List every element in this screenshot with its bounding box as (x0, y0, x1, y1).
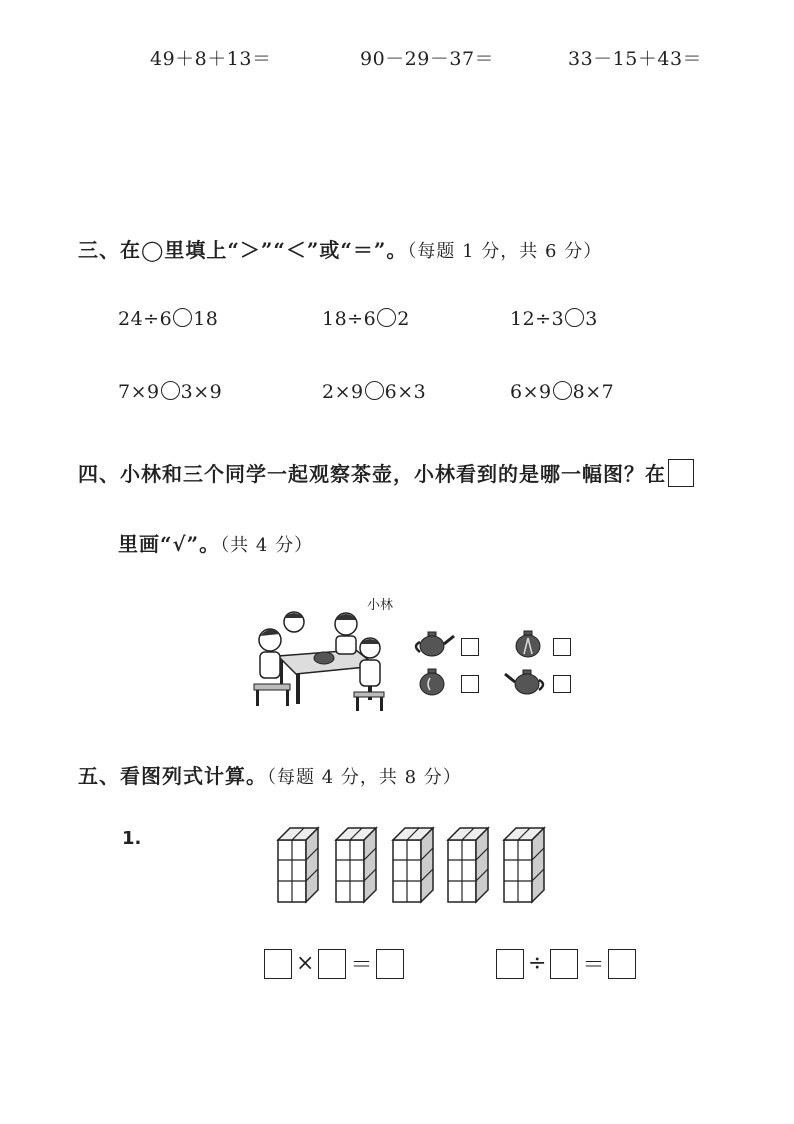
multiply-sign: × (296, 951, 315, 976)
answer-circle[interactable] (365, 381, 384, 400)
answer-box-3[interactable] (461, 675, 479, 693)
answer-box-4[interactable] (553, 675, 571, 693)
section3-note: （每题 1 分，共 6 分） (407, 241, 603, 262)
compare-1 (118, 308, 218, 330)
compare-1-left: 24÷6 (118, 308, 173, 330)
section4-line2-prefix: 里画“ (118, 532, 173, 556)
example-box (668, 459, 694, 487)
cube-stacks-illustration (276, 824, 566, 906)
equals-sign: ＝ (350, 953, 373, 978)
section4-line2-suffix: ”。 (186, 532, 221, 556)
compare-3-right: 3 (585, 308, 598, 330)
teapot-back-handle-icon (412, 666, 452, 698)
compare-3-left: 12÷3 (510, 308, 565, 330)
eq1-box-3[interactable] (376, 949, 404, 979)
equation-divide (494, 948, 638, 979)
equation-multiply (262, 948, 406, 979)
compare-5-right: 6×3 (384, 381, 427, 403)
section4-heading (78, 458, 696, 487)
teapot-front-spout-icon (508, 628, 548, 660)
section3-title: 三、在◯里填上“＞”“＜”或“＝”。 (78, 238, 408, 262)
compare-6-left: 6×9 (510, 381, 552, 403)
compare-2-left: 18÷6 (322, 308, 377, 330)
compare-1-right: 18 (193, 308, 219, 330)
eq2-box-3[interactable] (608, 949, 636, 979)
teapot-side-view-reversed-icon (503, 666, 549, 698)
compare-2 (322, 308, 410, 330)
answer-circle[interactable] (161, 381, 180, 400)
section5-note: （每题 4 分，共 8 分） (267, 767, 462, 788)
section5-heading (78, 760, 462, 789)
expression-2: 90－29－37＝ (360, 48, 495, 70)
section4-line2 (118, 528, 313, 557)
eq1-box-2[interactable] (318, 949, 346, 979)
compare-5 (322, 381, 426, 403)
section4-title: 四、小林和三个同学一起观察茶壶，小林看到的是哪一幅图？在 (78, 462, 666, 486)
equals-sign: ＝ (582, 953, 605, 978)
compare-4-right: 3×9 (180, 381, 223, 403)
answer-circle[interactable] (173, 308, 192, 327)
eq2-box-1[interactable] (496, 949, 524, 979)
divide-sign: ÷ (528, 951, 547, 976)
section5-title: 五、看图列式计算。 (78, 764, 267, 788)
answer-box-1[interactable] (461, 638, 479, 656)
compare-4 (118, 381, 222, 403)
compare-6-right: 8×7 (572, 381, 615, 403)
compare-3 (510, 308, 598, 330)
eq2-box-2[interactable] (550, 949, 578, 979)
section4-note: （共 4 分） (220, 535, 314, 556)
check-mark: √ (172, 532, 187, 556)
compare-2-right: 2 (397, 308, 410, 330)
eq1-box-1[interactable] (264, 949, 292, 979)
answer-box-2[interactable] (553, 638, 571, 656)
answer-circle[interactable] (565, 308, 584, 327)
expression-1: 49＋8＋13＝ (150, 48, 272, 70)
compare-5-left: 2×9 (322, 381, 364, 403)
answer-circle[interactable] (553, 381, 572, 400)
compare-6 (510, 381, 614, 403)
children-table-illustration (248, 604, 398, 716)
teapot-side-view-icon (410, 628, 456, 660)
expression-3: 33－15＋43＝ (568, 48, 703, 70)
answer-circle[interactable] (377, 308, 396, 327)
section3-heading (78, 234, 602, 263)
item-1-label: 1. (122, 828, 142, 849)
compare-4-left: 7×9 (118, 381, 160, 403)
label-xiaolin: 小林 (367, 598, 394, 613)
